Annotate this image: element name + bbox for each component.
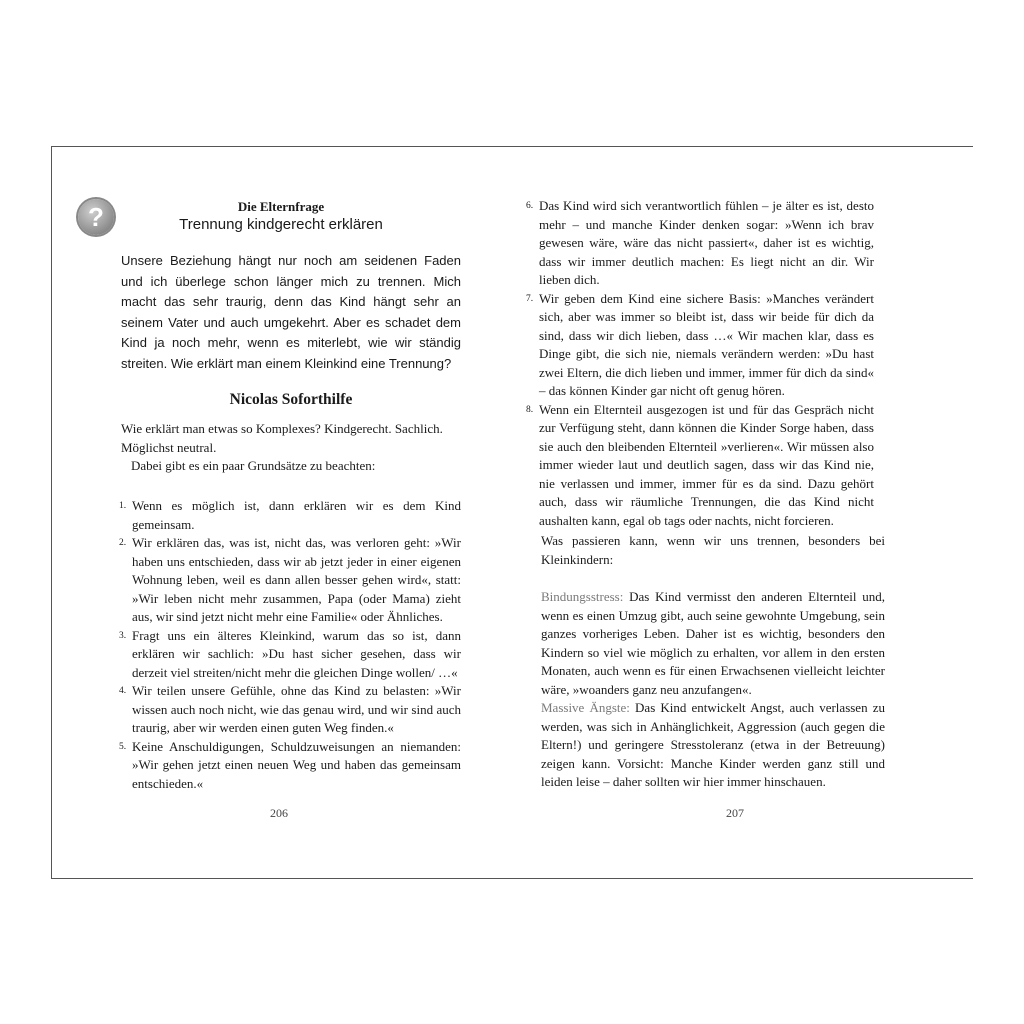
list-number: 2.: [119, 538, 127, 548]
book-spread: [51, 146, 973, 879]
intro-text: [121, 420, 461, 476]
list-item: [121, 682, 461, 738]
list-item-text: Wenn es möglich ist, dann erklären wir es dem Kind gemeinsam.: [132, 498, 461, 532]
numbered-list: [528, 197, 874, 530]
list-number: 7.: [526, 293, 534, 304]
list-item: [121, 497, 461, 534]
list-item: [121, 534, 461, 627]
paragraph-label: Bindungsstress:: [541, 589, 624, 604]
section-kicker: Die Elternfrage: [237, 199, 325, 214]
consequence-paragraph: [541, 588, 885, 699]
list-number: 8.: [526, 404, 534, 415]
list-item: [528, 197, 874, 290]
list-item: [528, 401, 874, 531]
list-item-text: Wir teilen unsere Gefühle, ohne das Kind zu belasten: »Wir wissen auch noch nicht, wie das genau wird, und wir sind auch traurig, aber wir werden einen guten Weg finden.«: [132, 683, 461, 735]
intro-paragraph: Wie erklärt man etwas so Komplexes? Kindgerecht. Sachlich. Möglichst neutral.: [121, 421, 443, 455]
page-number: 207: [726, 806, 744, 820]
section-heading: Nicolas Soforthilfe: [229, 391, 353, 408]
list-item: [121, 738, 461, 794]
list-number: 1.: [119, 501, 127, 511]
consequences-body: [541, 588, 885, 792]
list-item-text: Wir erklären das, was ist, nicht das, was verloren geht: »Wir haben uns entschieden, dass wir ab jetzt jeder in einer eigenen Wohnung leben, weil es dann allen besser gehen wird«, statt: »Wir leben nicht mehr zusammen, Papa (oder Mama) zieht aus, wir sind jetzt nicht mehr eine Familie« oder Ähnliches.: [132, 535, 461, 624]
parent-question: Unsere Beziehung hängt nur noch am seidenen Faden und ich überlege schon länger mich zu trennen. Mich macht das sehr traurig, denn das Kind hängt sehr an seinem Vater und auch umgekehrt. Aber es schadet dem Kind ja noch mehr, wenn es miterlebt, wie wir ständig streiten. Wie erklärt man einem Kleinkind eine Trennung?: [121, 253, 461, 371]
list-number: 5.: [119, 741, 127, 752]
left-page: [52, 147, 512, 878]
list-item-text: Fragt uns ein älteres Kleinkind, warum das so ist, dann erklären wir sachlich: »Du hast sicher gesehen, dass wir derzeit viel streiten/nicht mehr die gleichen Dinge wollen/ …«: [132, 627, 461, 680]
numbered-list: [121, 497, 461, 793]
list-item: [121, 627, 461, 683]
page-title: Trennung kindgerecht erklären: [179, 216, 383, 233]
consequences-intro: Was passieren kann, wenn wir uns trennen, besonders bei Kleinkindern:: [541, 533, 885, 567]
list-number: 6.: [526, 201, 534, 211]
list-item-text: Wir geben dem Kind eine sichere Basis: »Manches verändert sich, aber was immer so bleibt ist, dass wir beide für dich da sind, dass wir dich lieben, dass …« Wir machen klar, dass es Dinge gibt, die sich nie, niemals verändern werden: »Du hast zwei Eltern, die dich lieben und immer, immer für dich da sind« – das können Kinder gar nicht oft genug hören.: [539, 290, 874, 398]
intro-paragraph: Dabei gibt es ein paar Grundsätze zu beachten:: [131, 458, 376, 473]
question-mark-icon: ?: [78, 199, 114, 235]
page-number: 206: [270, 806, 288, 820]
list-item-text: Das Kind wird sich verantwortlich fühlen – je älter es ist, desto mehr – und manche Kinder denken sogar: »Wenn ich brav gewesen wäre, wäre das nicht passiert«, daher ist es wichtig, dass wir immer deutlich machen: Es liegt nicht an dir. Wir lieben dich.: [539, 198, 874, 287]
list-number: 4.: [119, 686, 127, 696]
list-item-text: Wenn ein Elternteil ausgezogen ist und für das Gespräch nicht zur Verfügung steht, dann können die Kinder Sorge haben, dass sie auch den bleibenden Elternteil »verlieren«. Wir müssen also immer wieder laut und deutlich sagen, dass wir das Kind nie, nie verlassen und immer, immer für es da sind. Dazu gehört auch, dass wir räumliche Trennungen, die das Kind nicht aushalten kann, egal ob tags oder nachts, nicht forcieren.: [539, 401, 874, 528]
paragraph-text: Das Kind vermisst den anderen Elternteil und, wenn es einen Umzug gibt, auch seine gewohnte Umgebung, sein ganzes vorheriges Leben. Daher ist es wichtig, besonders den Kindern so viel wie möglich zu erhalten, vor allem in den ersten Monaten, auch wenn es für einen Erwachsenen vielleicht leichter wäre, »woanders ganz neu anzufangen«.: [541, 589, 885, 697]
list-number: 3.: [119, 630, 127, 641]
list-item-text: Keine Anschuldigungen, Schuldzuweisungen an niemanden: »Wir gehen jetzt einen neuen Weg und haben das gemeinsam entschieden.«: [132, 738, 461, 791]
paragraph-text: Das Kind entwickelt Angst, auch verlassen zu werden, was sich in Anhänglichkeit, Aggression (auch gegen die Eltern!) und geringere Stresstoleranz (etwa in der Betreuung) zeigen kann. Vorsicht: Manche Kinder werden ganz still und leiden leise – daher sollten wir hier immer hinschauen.: [541, 700, 885, 789]
consequence-paragraph: [541, 699, 885, 792]
paragraph-label: Massive Ängste:: [541, 700, 630, 715]
list-item: [528, 290, 874, 401]
right-page: [512, 147, 973, 878]
